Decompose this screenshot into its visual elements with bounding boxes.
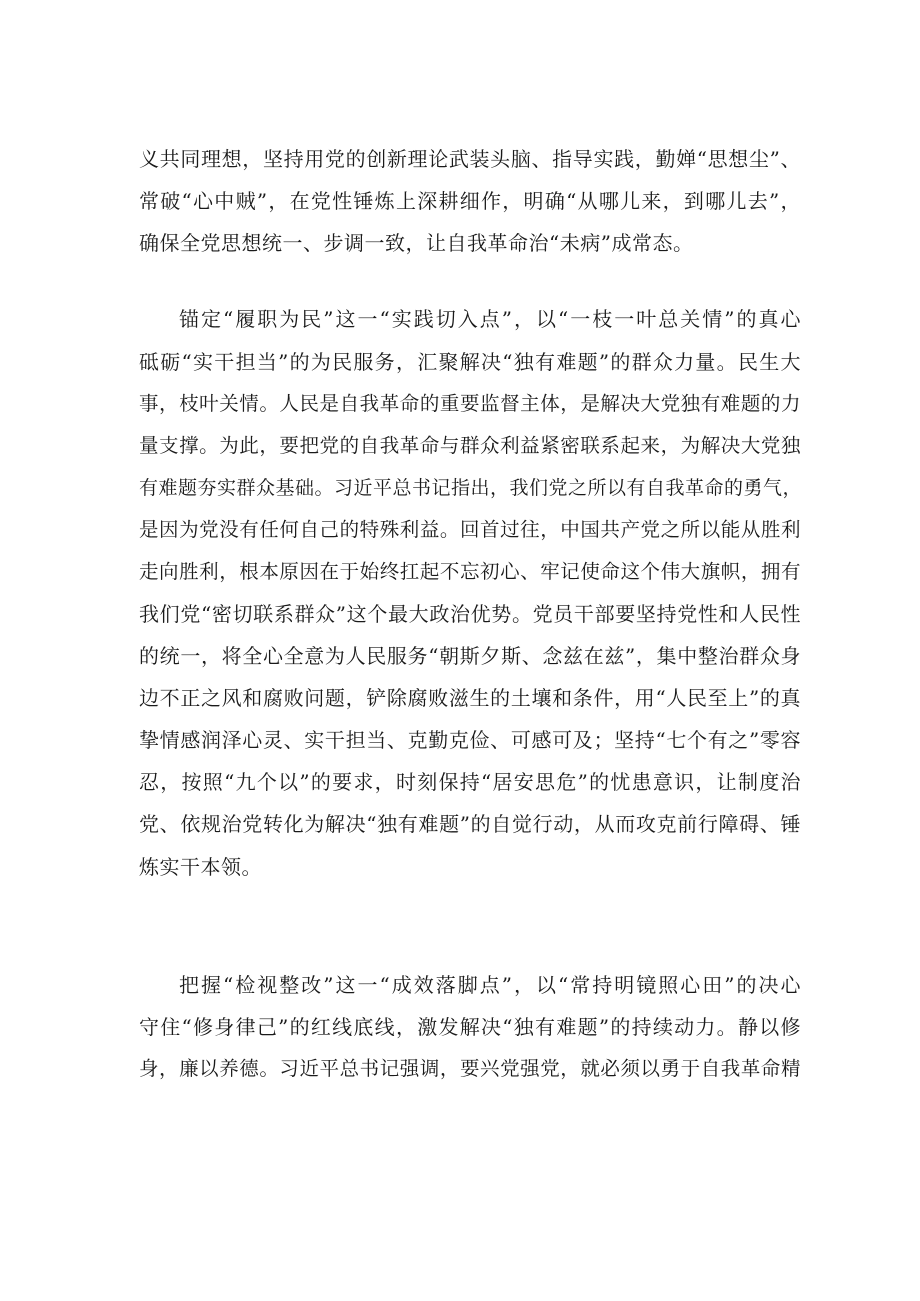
text-line: 党、依规治党转化为解决“独有难题”的自觉行动，从而攻克前行障碍、锤 bbox=[139, 812, 801, 836]
text-line: 把握“检视整改”这一“成效落脚点”，以“常持明镜照心田”的决心 bbox=[179, 973, 801, 997]
text-line: 我们党“密切联系群众”这个最大政治优势。党员干部要坚持党性和人民性 bbox=[139, 602, 801, 626]
text-line: 守住“修身律己”的红线底线，激发解决“独有难题”的持续动力。静以修 bbox=[139, 1015, 801, 1039]
text-line: 锚定“履职为民”这一“实践切入点”，以“一枝一叶总关情”的真心 bbox=[179, 307, 801, 331]
text-line: 忍，按照“九个以”的要求，时刻保持“居安思危”的忧患意识，让制度治 bbox=[139, 770, 801, 794]
text-line: 的统一，将全心全意为人民服务“朝斯夕斯、念兹在兹”，集中整治群众身 bbox=[139, 644, 801, 668]
text-line: 有难题夯实群众基础。习近平总书记指出，我们党之所以有自我革命的勇气， bbox=[139, 477, 803, 499]
text-line: 常破“心中贼”，在党性锤炼上深耕细作，明确“从哪儿来，到哪儿去”， bbox=[139, 189, 801, 213]
text-line: 砥砺“实干担当”的为民服务，汇聚解决“独有难题”的群众力量。民生大 bbox=[139, 350, 801, 374]
text-line: 义共同理想，坚持用党的创新理论武装头脑、指导实践，勤婵“思想尘”、 bbox=[139, 147, 801, 171]
text-line: 量支撑。为此，要把党的自我革命与群众利益紧密联系起来，为解决大党独 bbox=[139, 434, 801, 457]
text-line: 身，廉以养德。习近平总书记强调，要兴党强党，就必须以勇于自我革命精 bbox=[139, 1057, 801, 1080]
text-line: 炼实干本领。 bbox=[139, 855, 262, 879]
text-line: 是因为党没有任何自己的特殊利益。回首过往，中国共产党之所以能从胜利 bbox=[139, 518, 801, 541]
text-line: 事，枝叶关情。人民是自我革命的重要监督主体，是解决大党独有难题的力 bbox=[139, 392, 801, 415]
text-line: 走向胜利，根本原因在于始终扛起不忘初心、牢记使命这个伟大旗帜，拥有 bbox=[139, 560, 801, 583]
text-line: 边不正之风和腐败问题，铲除腐败滋生的土壤和条件，用“人民至上”的真 bbox=[139, 686, 801, 710]
text-line: 确保全党思想统一、步调一致，让自我革命治“未病”成常态。 bbox=[139, 231, 694, 255]
text-line: 挚情感润泽心灵、实干担当、克勤克俭、可感可及；坚持“七个有之”零容 bbox=[139, 728, 801, 752]
